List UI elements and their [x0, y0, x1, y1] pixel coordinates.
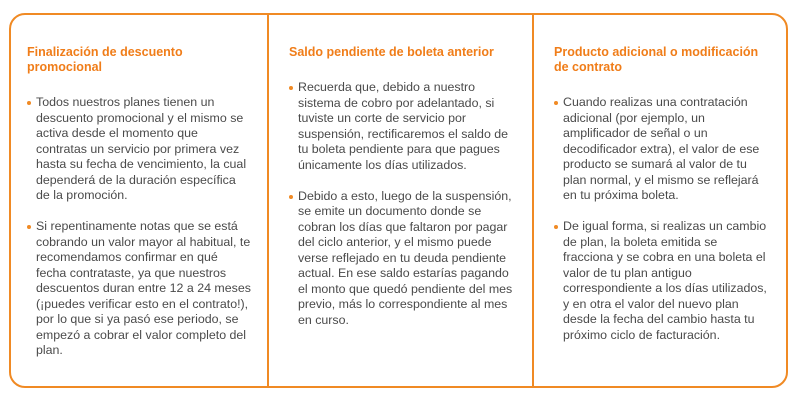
column-pending-balance	[267, 15, 532, 386]
bullet-dot-icon	[27, 101, 31, 105]
list-item-text: Recuerda que, debido a nuestro sistema de cobro por adelantado, si tuviste un corte de servicio por suspensión, rectificaremos el saldo de tu boleta pendiente para que pagues únicamente los días utilizados.	[298, 80, 509, 172]
column-title: Saldo pendiente de boleta anterior	[289, 45, 494, 59]
list-item	[289, 80, 516, 173]
list-item	[27, 219, 251, 359]
bullet-list	[27, 95, 251, 359]
bullet-dot-icon	[27, 225, 31, 229]
column-additional-product	[532, 15, 786, 386]
bullet-dot-icon	[289, 195, 293, 199]
list-item-text: De igual forma, si realizas un cambio de plan, la boleta emitida se fracciona y se cobra en una boleta el valor de tu plan antiguo correspondiente a los días utilizados, y en otra el valor del nuevo plan desde la fecha del cambio hasta tu próximo ciclo de facturación.	[563, 219, 767, 342]
list-item	[27, 95, 251, 204]
bullet-list	[289, 80, 516, 328]
bullet-dot-icon	[554, 225, 558, 229]
list-item-text: Debido a esto, luego de la suspensión, se emite un documento donde se cobran los días que faltaron por pagar del ciclo anterior, y el mismo puede verse reflejado en tu deuda pendiente actual. En ese saldo estarías pagando el monto que quedó pendiente del mes previo, más lo correspondiente al mes en curso.	[298, 188, 513, 327]
bullet-dot-icon	[554, 101, 558, 105]
column-title: Producto adicional o modificación de contrato	[554, 45, 759, 74]
list-item-text: Si repentinamente notas que se está cobrando un valor mayor al habitual, te recomendamos confirmar en qué fecha contrataste, ya que nuestros descuentos duran entre 12 a 24 meses (¡puedes verificar esto en el contrato!), por lo que si ya pasó ese periodo, se empezó a cobrar el valor completo del plan.	[36, 219, 251, 357]
bullet-dot-icon	[289, 86, 293, 90]
bullet-list	[554, 95, 770, 343]
column-discount-end	[11, 15, 267, 386]
list-item	[289, 189, 516, 329]
list-item	[554, 95, 770, 204]
column-title: Finalización de descuento promocional	[27, 45, 183, 74]
list-item-text: Cuando realizas una contratación adicional (por ejemplo, un amplificador de señal o un decodificador extra), el valor de ese producto se sumará al valor de tu plan normal, y el mismo se reflejará en tu próxima boleta.	[563, 95, 760, 202]
info-panel	[9, 13, 788, 388]
list-item-text: Todos nuestros planes tienen un descuento promocional y el mismo se activa desde el momento que contratas un servicio por primera vez hasta su fecha de vencimiento, la cual dependerá de la duración específica de la promoción.	[36, 95, 247, 202]
list-item	[554, 219, 770, 343]
